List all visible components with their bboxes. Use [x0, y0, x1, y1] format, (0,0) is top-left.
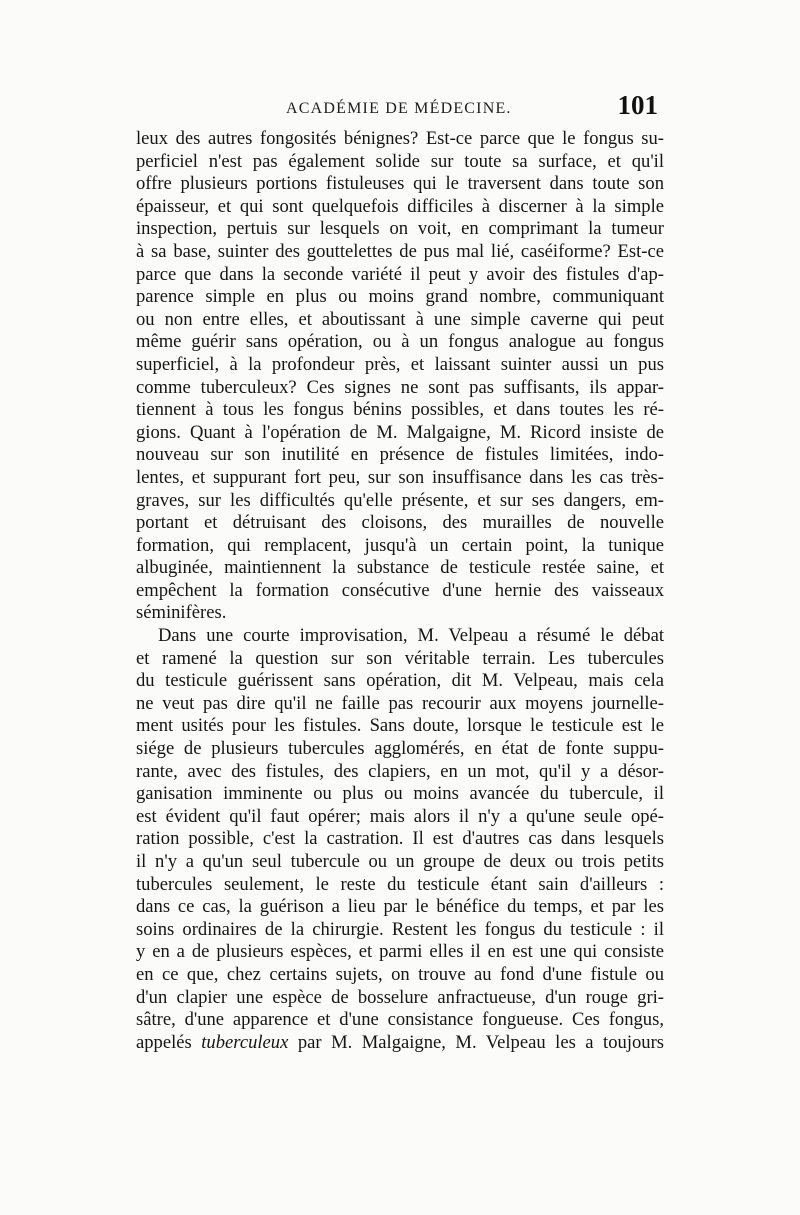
body-text	[136, 128, 664, 1054]
text-line: ration possible, c'est la castration. Il est d'autres cas dans lesquels	[136, 828, 664, 850]
text-line: perficiel n'est pas également solide sur toute sa surface, et qu'il	[136, 150, 664, 172]
text-line: à sa base, suinter des gouttelettes de pus mal lié, caséiforme? Est-ce	[136, 240, 664, 262]
running-head: ACADÉMIE DE MÉDECINE.	[286, 100, 512, 117]
italic-term: tuberculeux	[201, 1031, 289, 1053]
text-line: rante, avec des fistules, des clapiers, en un mot, qu'il y a désor-	[136, 760, 664, 782]
text-line: d'un clapier une espèce de bosselure anfractueuse, d'un rouge gri-	[136, 986, 664, 1008]
text-line: dans ce cas, la guérison a lieu par le bénéfice du temps, et par les	[136, 896, 664, 918]
text-line: albuginée, maintiennent la substance de testicule restée saine, et	[136, 557, 664, 579]
text-line: épaisseur, et qui sont quelquefois difficiles à discerner à la simple	[136, 195, 664, 217]
text-line: ne veut pas dire qu'il ne faille pas recourir aux moyens journelle-	[136, 692, 664, 714]
text-line: ou non entre elles, et aboutissant à une simple caverne qui peut	[136, 308, 664, 330]
text-line: du testicule guérissent sans opération, dit M. Velpeau, mais cela	[136, 670, 664, 692]
paragraph-first-line: Dans une courte improvisation, M. Velpeau a résumé le débat	[158, 625, 664, 647]
text-line: formation, qui remplacent, jusqu'à un certain point, la tunique	[136, 534, 664, 556]
paragraph-end-line: séminifères.	[136, 602, 227, 624]
text-line: empêchent la formation consécutive d'une hernie des vaisseaux	[136, 579, 664, 601]
text-line: sâtre, d'une apparence et d'une consistance fongueuse. Ces fongus,	[136, 1009, 664, 1031]
text-line: inspection, pertuis sur lesquels on voit, en comprimant la tumeur	[136, 218, 664, 240]
text-line: leux des autres fongosités bénignes? Est-ce parce que le fongus su-	[136, 128, 664, 149]
text-line: en ce que, chez certains sujets, on trouve au fond d'une fistule ou	[136, 963, 664, 985]
text-line: même guérir sans opération, ou à un fongus analogue au fongus	[136, 331, 664, 353]
text-line: superficiel, à la profondeur près, et laissant suinter aussi un pus	[136, 353, 664, 375]
text-line: gions. Quant à l'opération de M. Malgaigne, M. Ricord insiste de	[136, 421, 664, 443]
text-line: est évident qu'il faut opérer; mais alors il n'y a qu'une seule opé-	[136, 805, 664, 827]
text-line: ment usités pour les fistules. Sans doute, lorsque le testicule est le	[136, 715, 664, 737]
final-line-start: appelés	[136, 1031, 202, 1053]
text-line: siége de plusieurs tubercules agglomérés, en état de fonte suppu-	[136, 738, 664, 760]
text-line: y en a de plusieurs espèces, et parmi elles il en est une qui consiste	[136, 941, 664, 963]
final-text-line	[136, 1032, 664, 1055]
text-line: offre plusieurs portions fistuleuses qui le traversent dans toute son	[136, 173, 664, 195]
text-line: portant et détruisant des cloisons, des murailles de nouvelle	[136, 512, 664, 534]
text-line: parce que dans la seconde variété il peut y avoir des fistules d'ap-	[136, 263, 664, 285]
text-line: tiennent à tous les fongus bénins possibles, et dans toutes les ré-	[136, 399, 664, 421]
text-line: parence simple en plus ou moins grand nombre, communiquant	[136, 286, 664, 308]
page-number: 101	[617, 90, 658, 120]
text-line: lentes, et suppurant fort peu, sur son insuffisance dans les cas très-	[136, 466, 664, 488]
final-line-end: par M. Malgaigne, M. Velpeau les a toujours	[288, 1031, 665, 1053]
text-line: et ramené la question sur son véritable terrain. Les tubercules	[136, 647, 664, 669]
text-line: graves, sur les difficultés qu'elle présente, et sur ses dangers, em-	[136, 489, 664, 511]
text-line: soins ordinaires de la chirurgie. Restent les fongus du testicule : il	[136, 918, 664, 940]
text-line: tubercules seulement, le reste du testicule étant sain d'ailleurs :	[136, 873, 664, 895]
page-header	[136, 90, 658, 126]
text-line: nouveau sur son inutilité en présence de fistules limitées, indo-	[136, 444, 664, 466]
text-line: ganisation imminente ou plus ou moins avancée du tubercule, il	[136, 783, 664, 805]
text-line: il n'y a qu'un seul tubercule ou un groupe de deux ou trois petits	[136, 851, 664, 872]
text-line: comme tuberculeux? Ces signes ne sont pas suffisants, ils appar-	[136, 376, 664, 398]
